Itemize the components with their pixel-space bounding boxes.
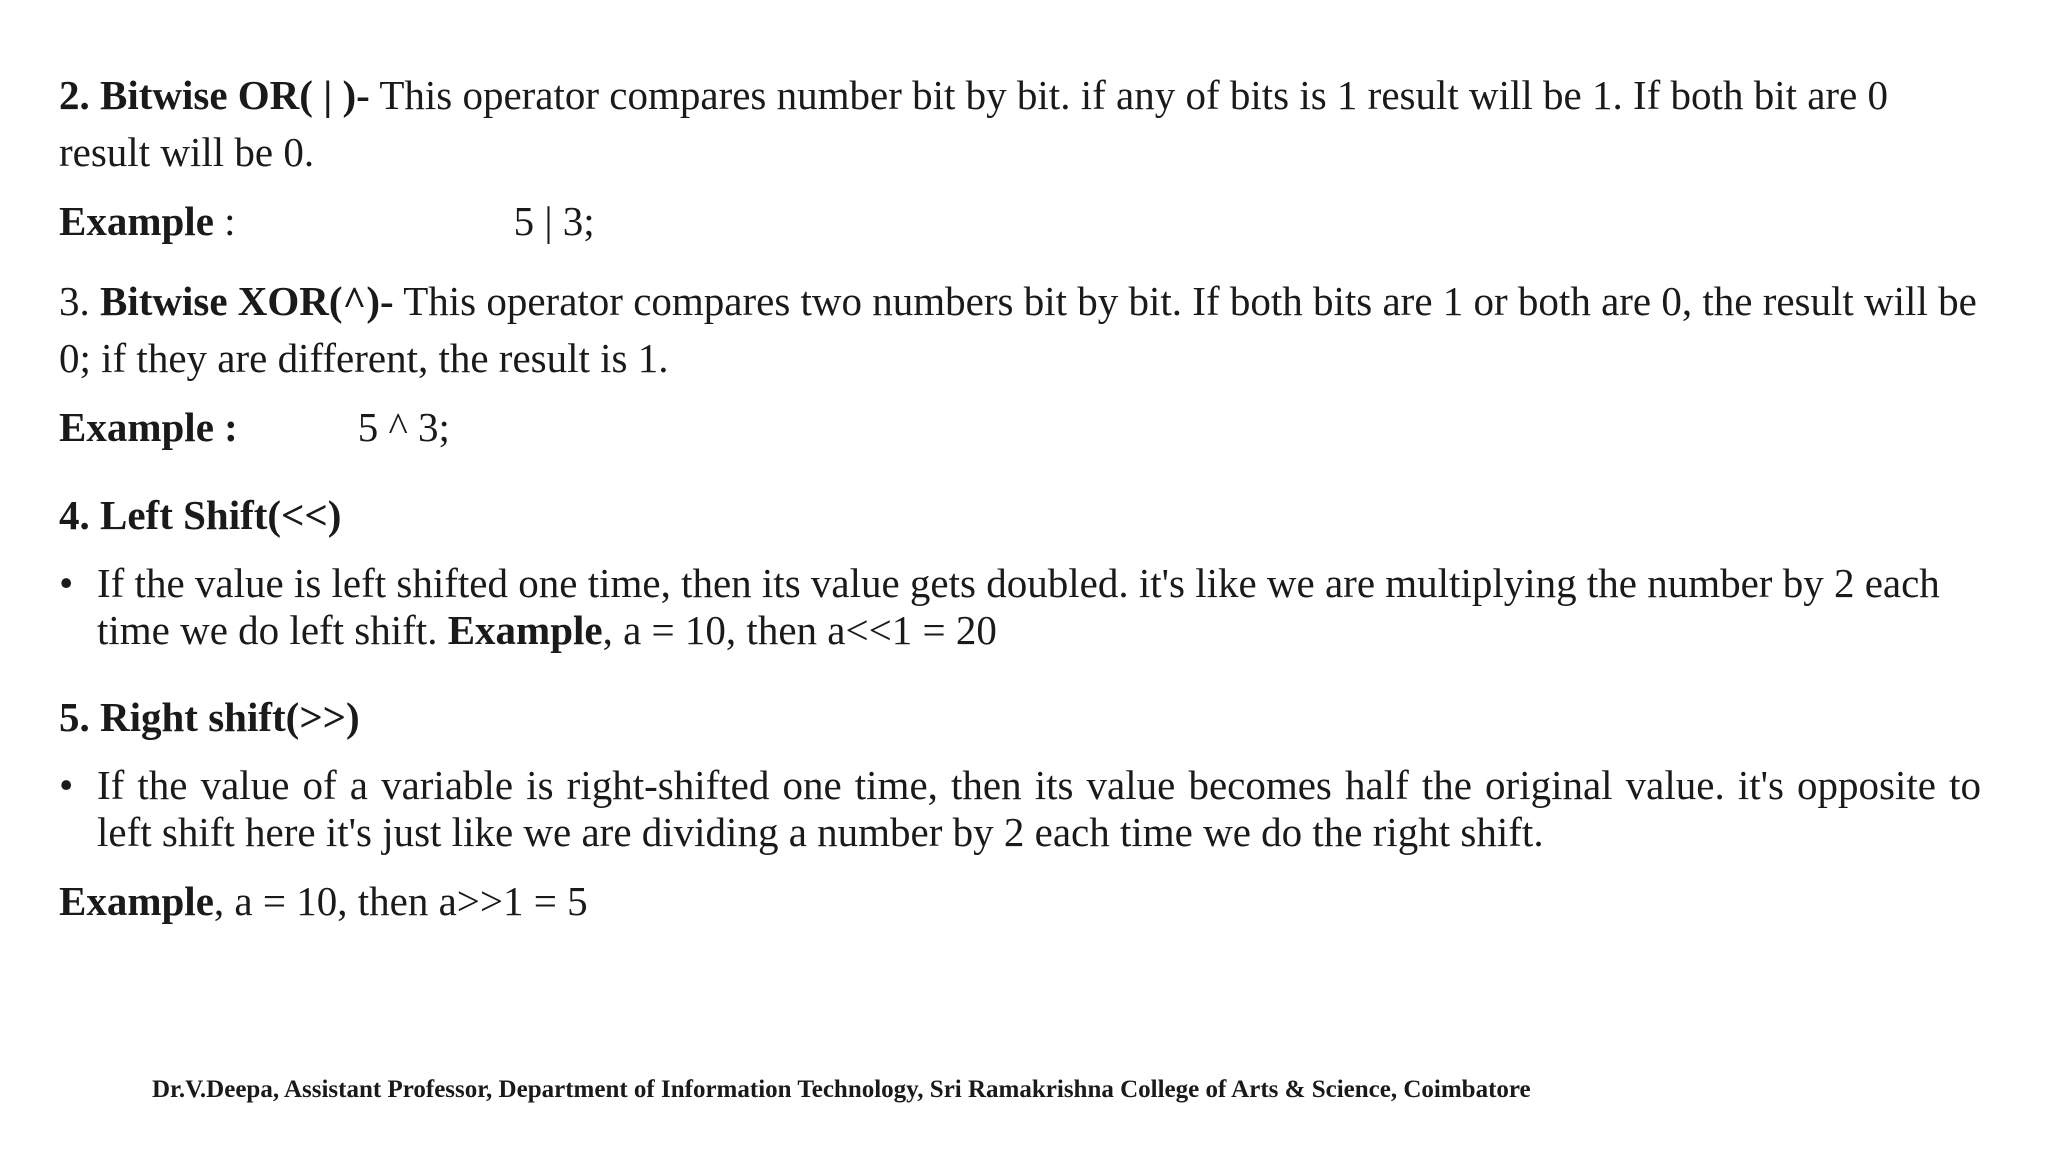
right-shift-example-text: , a = 10, then a>>1 = 5 — [213, 878, 588, 924]
or-title: 2. Bitwise OR( | )- — [59, 72, 370, 118]
right-shift-bullet — [59, 762, 1981, 856]
xor-example-code: 5 ^ 3; — [357, 404, 450, 450]
left-shift-text: If the value is left shifted one time, then its value gets doubled. it's like we are multiplying the number by 2 each time we do left shift. — [97, 560, 1940, 653]
or-example-separator: : — [213, 198, 236, 244]
xor-example-label: Example : — [59, 404, 238, 450]
or-example-line — [59, 193, 1981, 250]
xor-title: Bitwise XOR(^)- — [100, 278, 394, 324]
xor-description-paragraph — [59, 273, 1981, 387]
right-shift-example-line — [59, 873, 1981, 930]
footer-credit: Dr.V.Deepa, Assistant Professor, Department of Information Technology, Sri Ramakrishna College of Arts & Science, Coimbatore — [152, 1076, 1531, 1103]
or-description-paragraph — [59, 67, 1981, 181]
or-example-code: 5 | 3; — [513, 198, 595, 244]
left-shift-example-label: Example — [447, 607, 603, 653]
or-example-label: Example — [59, 198, 214, 244]
or-description: This operator compares number bit by bit. if any of bits is 1 result will be 1. If both bit are 0 result will be 0. — [59, 72, 1889, 175]
xor-description: This operator compares two numbers bit by bit. If both bits are 1 or both are 0, the result will be 0; if they are different, the result is 1. — [59, 278, 1977, 381]
xor-number: 3. — [59, 278, 90, 324]
bullet-dot-icon: • — [59, 762, 74, 808]
left-shift-bullet — [59, 560, 1981, 654]
right-shift-heading: 5. Right shift(>>) — [59, 694, 360, 740]
right-shift-text: If the value of a variable is right-shifted one time, then its value becomes half the original value. it's opposite to left shift here it's just like we are dividing a number by 2 each time we do the right shift. — [97, 762, 1981, 855]
bullet-dot-icon: • — [59, 560, 74, 606]
left-shift-heading: 4. Left Shift(<<) — [59, 492, 342, 538]
left-shift-example-text: , a = 10, then a<<1 = 20 — [602, 607, 997, 653]
xor-example-line — [59, 399, 1981, 456]
right-shift-example-label: Example — [59, 878, 214, 924]
